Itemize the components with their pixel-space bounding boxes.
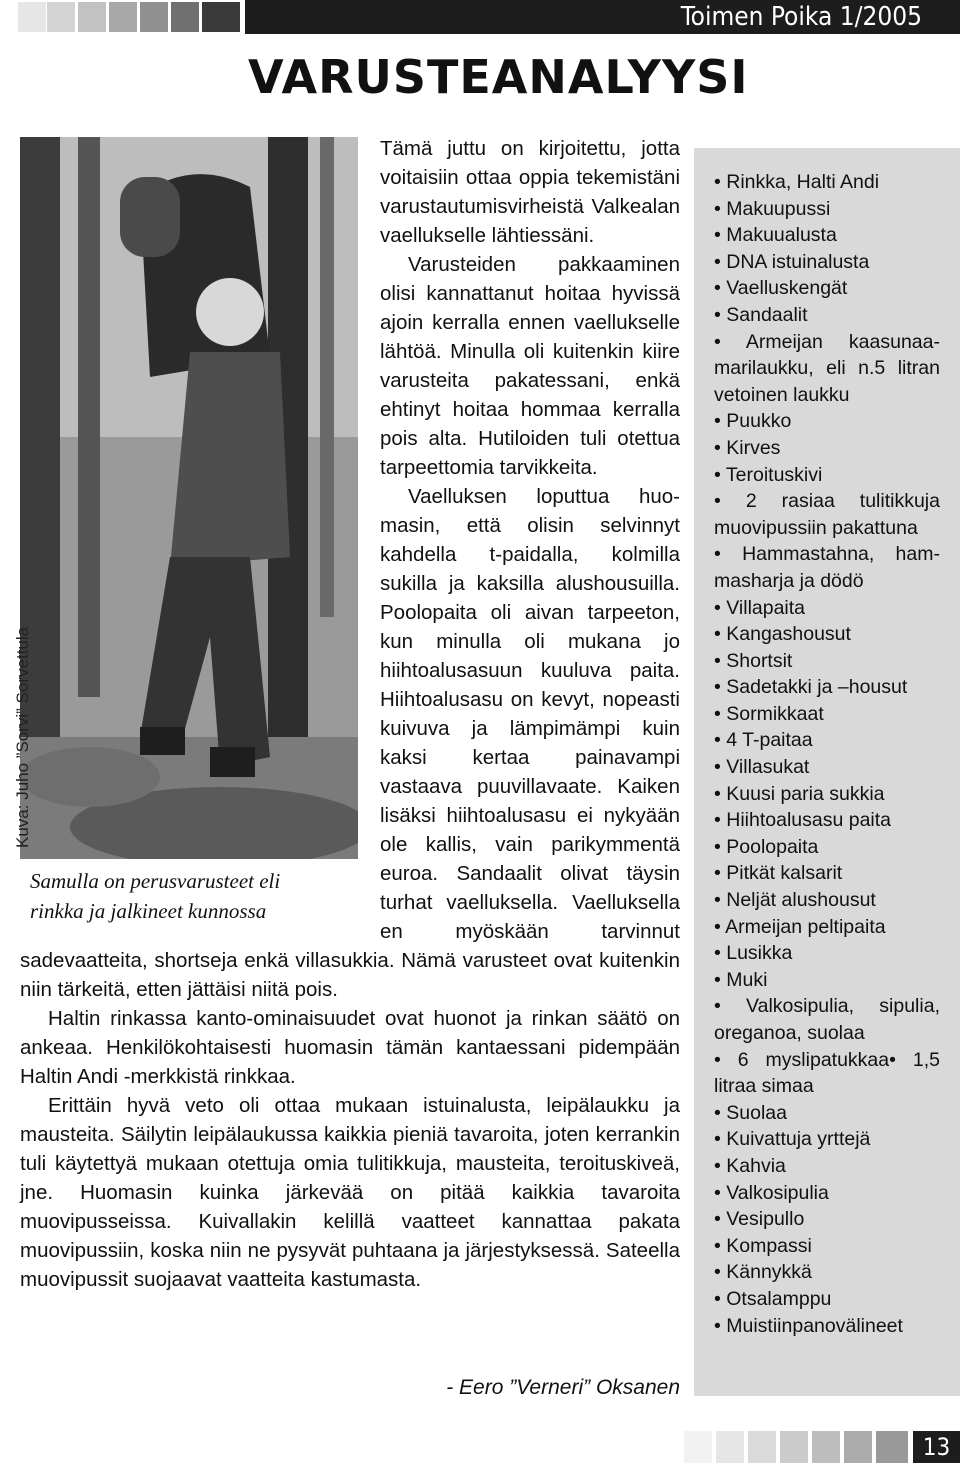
page-title: VARUSTEANALYYSI: [248, 50, 749, 104]
packing-list-item: • Hammastahna, hammasharja ja dödö: [714, 543, 940, 592]
packing-list-item: • Valkosipulia: [714, 1181, 829, 1204]
packing-list-item: • Muki: [714, 968, 768, 991]
header-square: [109, 2, 137, 32]
header-square: [47, 2, 75, 32]
packing-list-item: • 2 rasiaa tulitikkuja muovipussiin pakattuna: [714, 490, 940, 539]
header-square: [202, 2, 240, 32]
header-square: [18, 2, 46, 32]
packing-list-item: • Neljät alushousut: [714, 889, 876, 912]
packing-list-item: • Kännykkä: [714, 1261, 812, 1284]
packing-list-item: • Sormikkaat: [714, 702, 824, 725]
header-square: [171, 2, 199, 32]
packing-list-item: • Puukko: [714, 410, 792, 433]
packing-list-item: • Kirves: [714, 436, 781, 459]
packing-list-item: • Poolopaita: [714, 835, 819, 858]
header-square: [140, 2, 168, 32]
packing-list-item: • Kahvia: [714, 1154, 786, 1177]
packing-list-item: • Teroituskivi: [714, 463, 823, 486]
packing-list-item: • Suolaa: [714, 1101, 787, 1124]
packing-list-item: • Shortsit: [714, 649, 793, 672]
article-paragraph: Haltin rinkassa kanto-ominaisuudet ovat huonot ja rinkan säätö on ankeaa. Henkilökohtaisesti huomasin tämän kantaessani pidempään Haltin Andi -merkkistä rinkkaa.: [20, 1007, 680, 1088]
packing-list-item: • Villapaita: [714, 596, 806, 619]
packing-list-item: • Sandaalit: [714, 303, 808, 326]
photo-credit: Kuva: Juho ”Sorvi” Sorvettula: [13, 626, 32, 848]
packing-list-item: • Kompassi: [714, 1234, 812, 1257]
packing-list-item: • Armeijan kaasunaamarilaukku, eli n.5 litran vetoinen laukku: [714, 330, 940, 406]
footer-square: [780, 1431, 808, 1463]
magazine-issue: Toimen Poika 1/2005: [680, 2, 922, 32]
packing-list-item: • Makuualusta: [714, 224, 837, 247]
packing-list-item: • Makuupussi: [714, 197, 831, 220]
footer-square: [876, 1431, 908, 1463]
packing-list: [694, 148, 940, 1339]
article-author: - Eero ”Verneri” Oksanen: [446, 1376, 680, 1399]
packing-list-item: • Kuusi paria sukkia: [714, 782, 885, 805]
footer-square: [844, 1431, 872, 1463]
packing-list-item: • Muistiinpanovälineet: [714, 1314, 903, 1337]
packing-list-item: • Rinkka, Halti Andi: [714, 171, 880, 193]
packing-list-item: • 6 myslipatukkaa• 1,5 litraa simaa: [714, 1048, 940, 1098]
caption-line: Samulla on perusvarusteet eli: [30, 869, 281, 893]
footer-square: [684, 1431, 712, 1463]
magazine-issue-bar: [245, 0, 960, 34]
packing-list-item: • Vaelluskengät: [714, 277, 848, 300]
packing-list-item: • Lusikka: [714, 942, 793, 965]
packing-list-box: [694, 148, 960, 1396]
footer-square: [748, 1431, 776, 1463]
packing-list-item: • Pitkät kalsarit: [714, 862, 843, 885]
packing-list-item: • Vesipullo: [714, 1208, 805, 1231]
article-paragraph: Tämä juttu on kirjoitettu, jotta voitaisiin ottaa oppia tekemistäni varustautumisvirheistä Valkealan vaellukselle lähtiessäni.: [380, 137, 680, 247]
packing-list-item: • Otsalamppu: [714, 1287, 832, 1310]
photo-spacer: [20, 134, 380, 940]
article-paragraph: Vaelluksen loputtua huomasin, että olisin selvinnyt kahdella t-paidalla, kolmilla sukilla ja kaksilla alushousuilla. Poolopaita oli aivan tarpeeton, kun minulla oli mukana jo hiihtoalusasuun kuuluva paita. Hiihtoalusasu on kevyt, nopeasti kuivuva ja lämpimämpi kuin kaksi kertaa painavampi vastaava puuvillavaate. Kaiken lisäksi hiihtoalusasu ei nykyään ole kallis, vain parikymmentä euroa. Sandaalit olivat täysin turhat vaelluksella. Vaelluksella en myöskään tarvinnut sadevaatteita, shortseja enkä villasukkia. Nämä varusteet ovat kuitenkin niin tärkeitä, etten jättäisi niitä pois.: [20, 485, 680, 1001]
packing-list-item: • Kuivattuja yrttejä: [714, 1128, 871, 1151]
footer-square: [716, 1431, 744, 1463]
article-paragraph: Varusteiden pakkaaminen olisi kannattanut hoitaa hyvissä ajoin kerralla ennen vaellukselle lähtöä. Minulla oli kuitenkin kiire varusteita pakatessani, enkä ehtinyt hoitaa hommaa kerralla pois alta. Hutiloiden tuli otettua tarpeettomia tarvikkeita.: [380, 253, 680, 479]
page-number: 13: [913, 1431, 960, 1463]
caption-line: rinkka ja jalkineet kunnossa: [30, 899, 267, 923]
packing-list-item: • Sadetakki ja –housut: [714, 676, 908, 699]
packing-list-item: • Armeijan peltipaita: [714, 915, 886, 938]
article-body: [20, 134, 680, 1294]
footer-square: [812, 1431, 840, 1463]
packing-list-item: • Hiihtoalusasu paita: [714, 809, 892, 832]
header-square: [78, 2, 106, 32]
packing-list-item: • Villasukat: [714, 756, 810, 779]
packing-list-item: • DNA istuinalusta: [714, 250, 870, 273]
packing-list-item: • 4 T-paitaa: [714, 729, 813, 752]
packing-list-item: • Kangashousut: [714, 623, 851, 646]
packing-list-item: • Valkosipulia, sipulia, oreganoa, suolaa: [714, 995, 940, 1044]
article-paragraph: Erittäin hyvä veto oli ottaa mukaan istuinalusta, leipälaukku ja mausteita. Säilytin leipälaukussa kaikkia pieniä tavaroita, joten kerrankin tuli käytettyä mukaan otettuja omia tulitikkuja, mausteita, teroituskiveä, jne. Huomasin kuinka järkevää on pitää kaikkia tavaroita muovipusseissa. Kuivallakin kelillä vaatteet kannattaa pakata muovipussiin, koska niin ne pysyvät puhtaana ja järjestyksessä. Sateella muovipussit suojaavat vaatteita kastumasta.: [20, 1094, 680, 1291]
